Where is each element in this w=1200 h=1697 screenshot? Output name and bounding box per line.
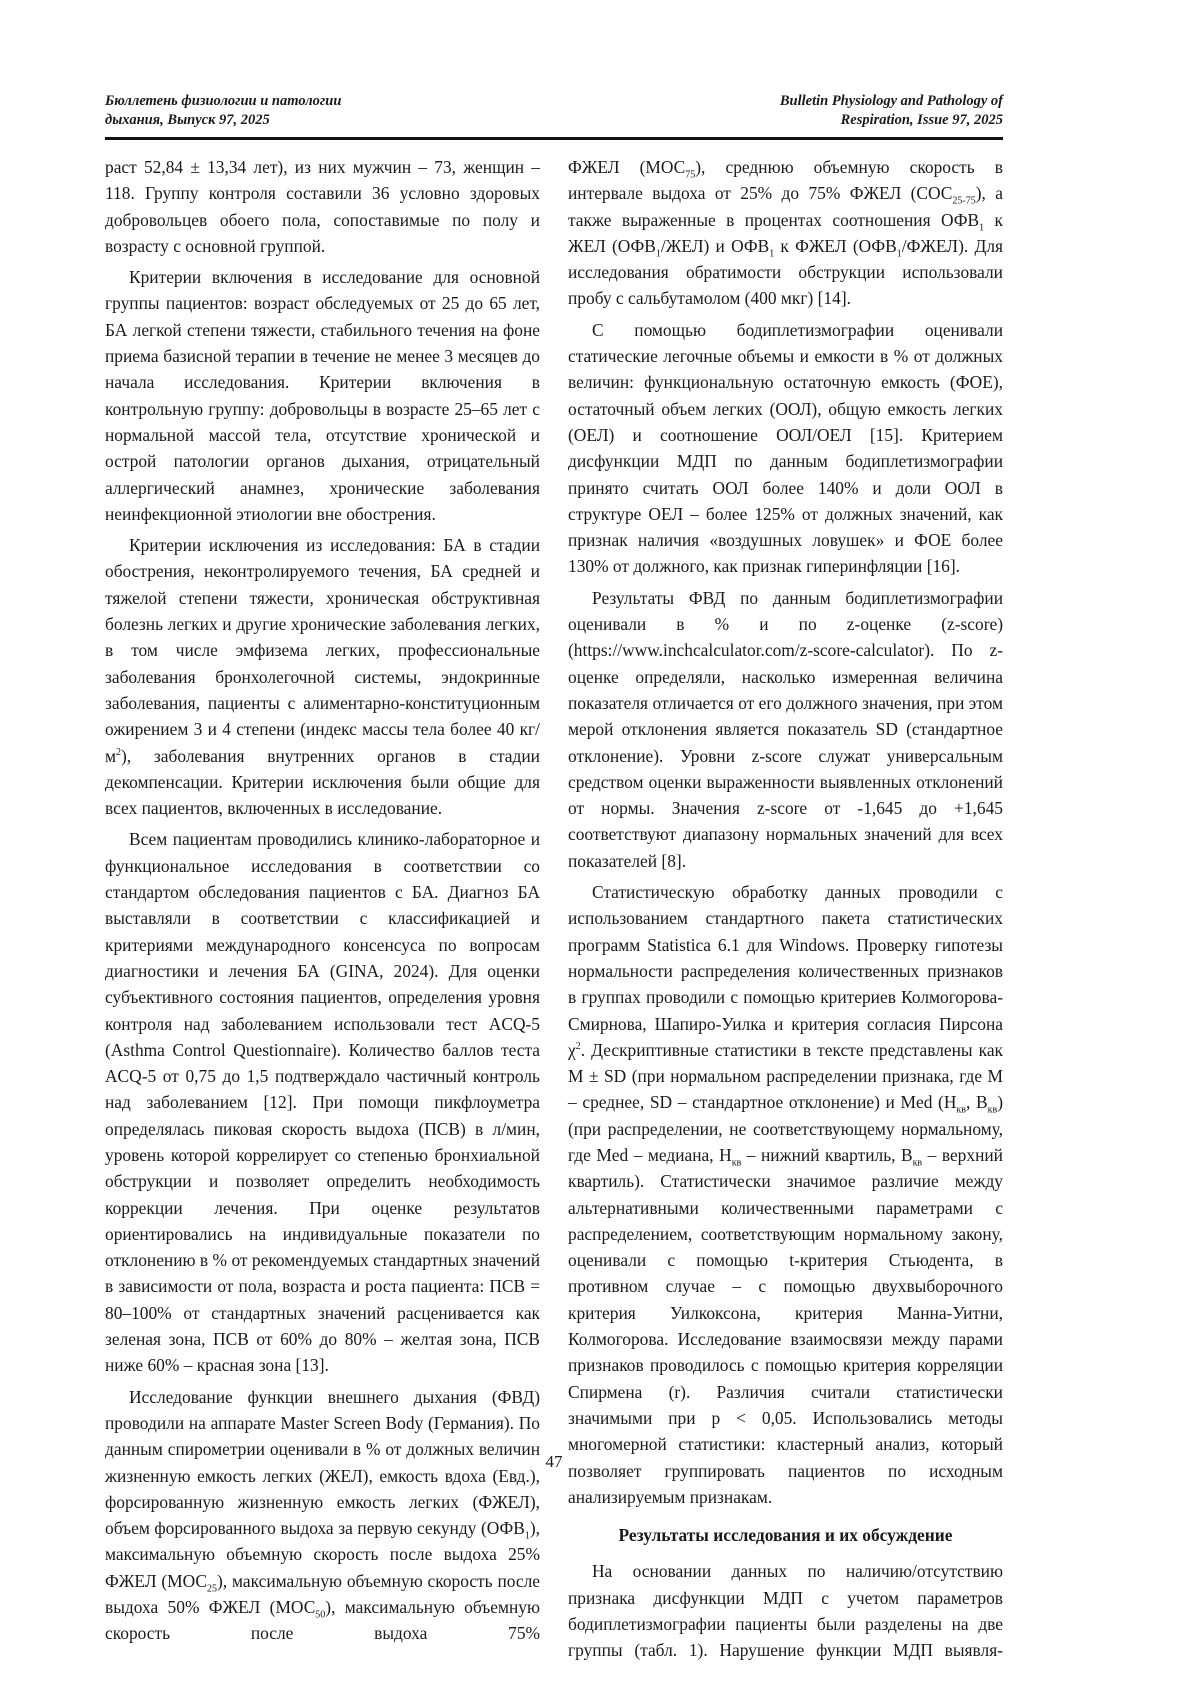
superscript: 2 (576, 1041, 581, 1052)
journal-title-en-line2: Respiration, Issue 97, 2025 (780, 111, 1003, 130)
paragraph: ФЖЕЛ (МОС75), среднюю объемную скорость в интервале выдоха от 25% до 75% ФЖЕЛ (СОС25-75), а также выраженные в процентах соотношения ОФВ1 к ЖЕЛ (ОФВ1/ЖЕЛ) и ОФВ1 к ФЖЕЛ (ОФВ1/ФЖЕЛ). Для исследования обратимости обструкции использовали пробу с сальбутамолом (400 мкг) [14]. (568, 154, 1003, 312)
subscript: кв (913, 1157, 923, 1168)
subscript: кв (988, 1105, 998, 1116)
paragraph: Статистическую обработку данных проводили с использованием стандартного пакета статистических программ Statistica 6.1 для Windows. Проверку гипотезы нормальности распределения количественных признаков в группах проводили с помощью критериев Колмогорова-Смирнова, Шапиро-Уилка и критерия согласия Пирсона χ2. Дескриптивные статистики в тексте представлены как M ± SD (при нормальном распределении признака, где M – среднее, SD – стандартное отклонение) и Med (Нкв, Вкв) (при распределении, не соответствующему нормальному, где Med – медиана, Нкв – нижний квартиль, Вкв – верхний квартиль). Статистически значимое различие между альтернативными количественными параметрами с распределением, соответствующим нормальному закону, оценивали с помощью t-критерия Стьюдента, в противном случае – с помощью двухвыборочного критерия Уилкоксона, критерия Манна-Уитни, Колмогорова. Исследование взаимосвязи между парами признаков проводилось с помощью критерия корреляции Спирмена (r). Различия считали статистически значимыми при p < 0,05. Использовались методы многомерной статистики: кластерный анализ, который позволяет группировать пациентов по исходным анализируемым признакам. (568, 879, 1003, 1510)
subscript: 25-75 (952, 196, 975, 207)
journal-title-ru (105, 92, 341, 130)
paragraph: Результаты ФВД по данным бодиплетизмографии оценивали в % и по z-оценке (z-score) (https://www.inchcalculator.com/z-score-calculator). По z-оценке определяли, насколько измеренная величина показателя отличается от его должного значения, при этом мерой отклонения является показатель SD (стандартное отклонение). Уровни z-score служат универсальным средством оценки выраженности выявленных отклонений от нормы. Значения z-score от -1,645 до +1,645 соответствуют диапазону нормальных значений для всех показателей [8]. (568, 585, 1003, 874)
paragraph: С помощью бодиплетизмографии оценивали статические легочные объемы и емкости в % от должных величин: функциональную остаточную емкость (ФОЕ), остаточный объем легких (ООЛ), общую емкость легких (ОЕЛ) и соотношение ООЛ/ОЕЛ [15]. Критерием дисфункции МДП по данным бодиплетизмографии принято считать ООЛ более 140% и доли ООЛ в структуре ОЕЛ – более 125% от должных значений, как признак наличия «воздушных ловушек» и ФОЕ более 130% от должного, как признак гиперинфляции [16]. (568, 317, 1003, 580)
subscript: 50 (315, 1610, 325, 1621)
paragraph: Критерии исключения из исследования: БА в стадии обострения, неконтролируемого течения, БА средней и тяжелой степени тяжести, хроническая обструктивная болезнь легких и другие хронические заболевания легких, в том числе эмфизема легких, профессиональные заболевания бронхолегочной системы, эндокринные заболевания, пациенты с алиментарно-конституционным ожирением 3 и 4 степени (индекс массы тела более 40 кг/м2), заболевания внутренних органов в стадии декомпенсации. Критерии исключения были общие для всех пациентов, включенных в исследование. (105, 532, 540, 821)
header-rule (105, 137, 1003, 140)
paragraph: Исследование функции внешнего дыхания (ФВД) проводили на аппарате Master Screen Body (Германия). По данным спирометрии оценивали в % от должных величин жизненную емкость легких (ЖЕЛ), емкость вдоха (Евд.), форсированную жизненную емкость легких (ФЖЕЛ), объем форсированного выдоха за первую секунду (ОФВ1), максимальную объемную скорость после выдоха 25% ФЖЕЛ (МОС25), максимальную объемную скорость после выдоха 50% ФЖЕЛ (МОС50), максимальную объемную скорость после выдоха 75% (105, 1384, 540, 1647)
left-column (105, 154, 540, 1652)
subscript: кв (956, 1105, 966, 1116)
paragraph: раст 52,84 ± 13,34 лет), из них мужчин – 73, женщин – 118. Группу контроля составили 36 условно здоровых добровольцев обоего пола, сопоставимые по полу и возрасту с основной группой. (105, 154, 540, 259)
journal-title-ru-line1: Бюллетень физиологии и патологии (105, 92, 341, 111)
section-heading: Результаты исследования и их обсуждение (568, 1522, 1003, 1548)
journal-title-en (780, 92, 1003, 130)
journal-title-en-line1: Bulletin Physiology and Pathology of (780, 92, 1003, 111)
paragraph: На основании данных по наличию/отсутствию признака дисфункции МДП с учетом параметров бодиплетизмографии пациенты были разделены на две группы (табл. 1). Нарушение функции МДП выявля- (568, 1558, 1003, 1663)
paragraph: Всем пациентам проводились клинико-лабораторное и функциональное исследования в соответствии со стандартом обследования пациентов с БА. Диагноз БА выставляли в соответствии с классификацией и критериями международного консенсуса по вопросам диагностики и лечения БА (GINA, 2024). Для оценки субъективного состояния пациентов, определения уровня контроля над заболеванием использовали тест ACQ-5 (Asthma Control Questionnaire). Количество баллов теста ACQ-5 от 0,75 до 1,5 подтверждало частичный контроль над заболеванием [12]. При помощи пикфлоуметра определялась пиковая скорость выдоха (ПСВ) в л/мин, уровень которой коррелирует со степенью бронхиальной обструкции и позволяет определить необходимость коррекции лечения. При оценке результатов ориентировались на индивидуальные показатели по отклонению в % от рекомендуемых стандартных значений в зависимости от пола, возраста и роста пациента: ПСВ = 80–100% от стандартных значений расценивается как зеленая зона, ПСВ от 60% до 80% – желтая зона, ПСВ ниже 60% – красная зона [13]. (105, 826, 540, 1378)
superscript: 2 (116, 747, 121, 758)
paragraph: Критерии включения в исследование для основной группы пациентов: возраст обследуемых от 25 до 65 лет, БА легкой степени тяжести, стабильного течения на фоне приема базисной терапии в течение не менее 3 месяцев до начала исследования. Критерии включения в контрольную группу: добровольцы в возрасте 25–65 лет с нормальной массой тела, отсутствие хронической и острой патологии органов дыхания, отрицательный аллергический анамнез, хронические заболевания неинфекционной этиологии вне обострения. (105, 264, 540, 527)
journal-title-ru-line2: дыхания, Выпуск 97, 2025 (105, 111, 341, 130)
subscript: 1 (525, 1531, 530, 1542)
subscript: 1 (979, 222, 984, 233)
subscript: 25 (207, 1583, 217, 1594)
subscript: 75 (685, 169, 695, 180)
page-number: 47 (0, 1452, 1108, 1472)
subscript: 1 (897, 248, 902, 259)
subscript: 1 (769, 248, 774, 259)
subscript: кв (732, 1157, 742, 1168)
right-column (568, 154, 1003, 1669)
subscript: 1 (656, 248, 661, 259)
